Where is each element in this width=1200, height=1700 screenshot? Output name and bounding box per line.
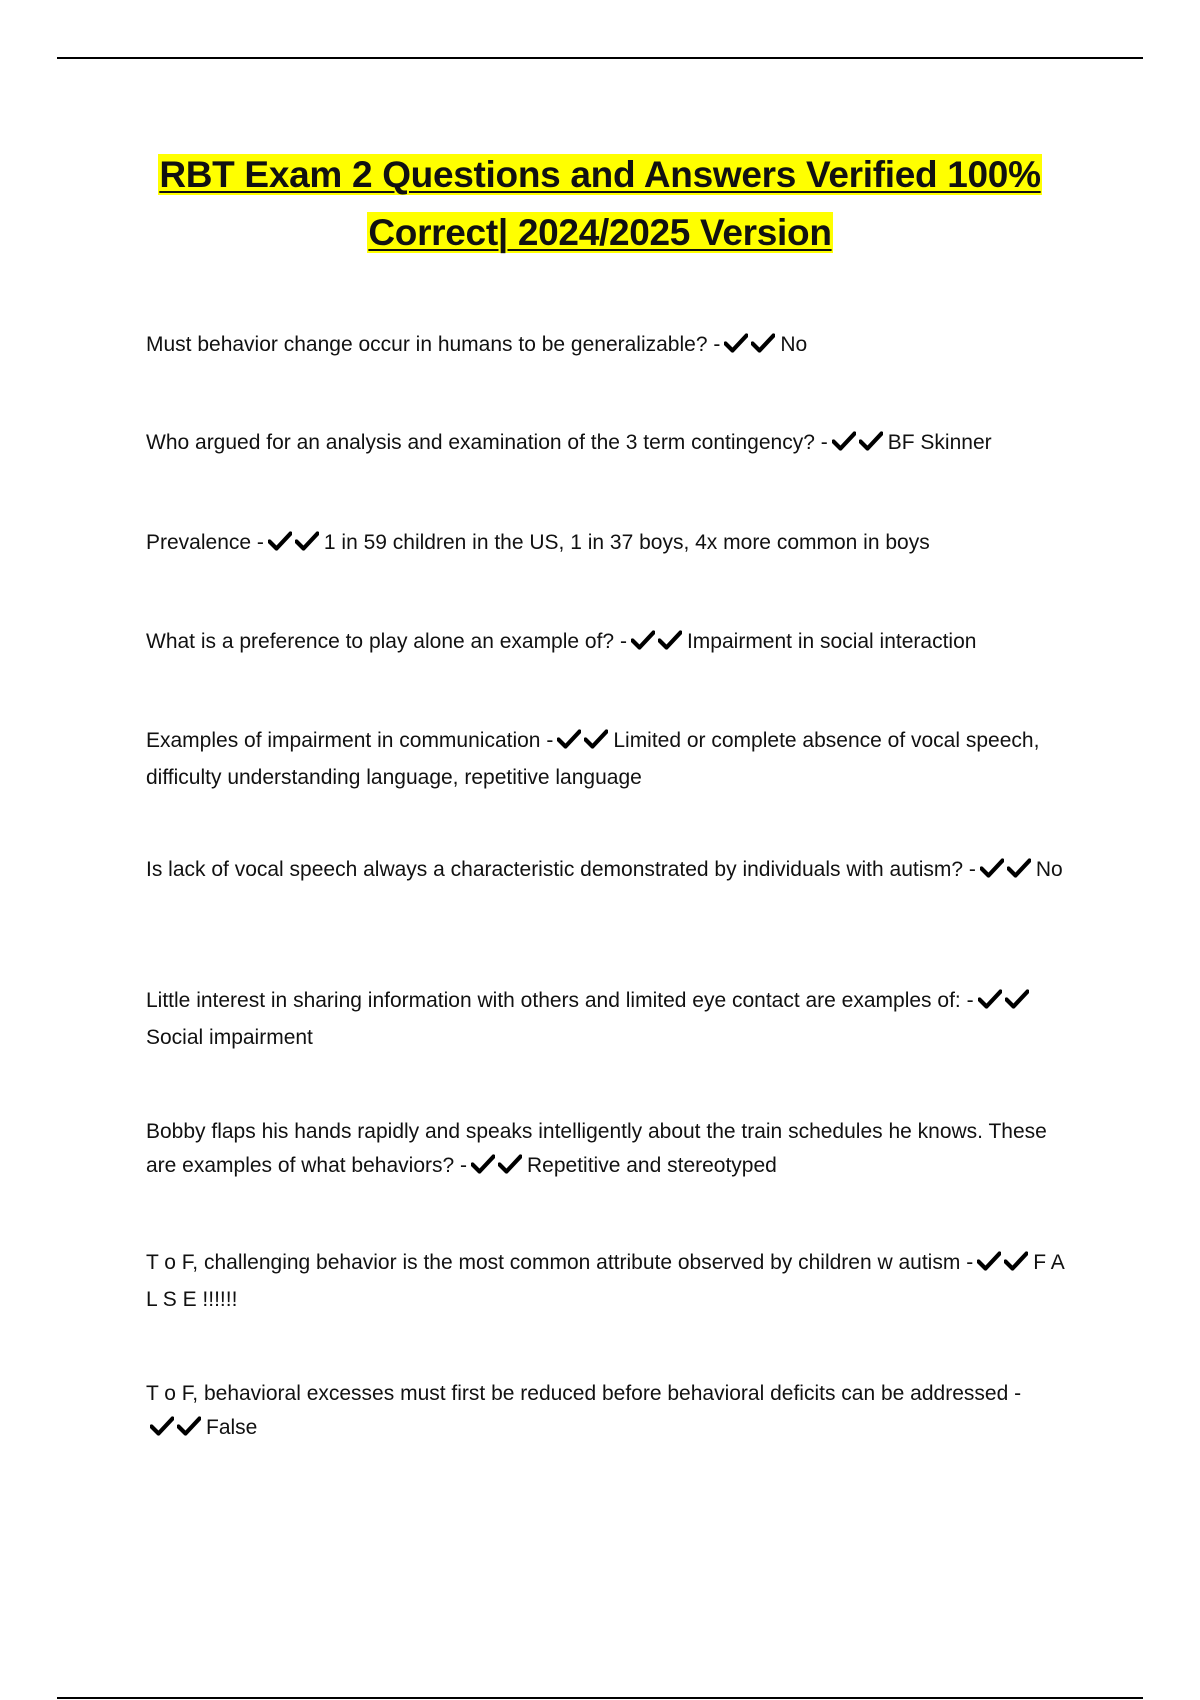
double-check-icon (977, 1249, 1031, 1283)
question-text: What is a preference to play alone an example of? (146, 630, 615, 653)
separator: - (1014, 1382, 1022, 1405)
check-icon (584, 728, 611, 750)
check-icon (295, 530, 322, 552)
answer-text: Repetitive and stereotyped (527, 1154, 777, 1177)
qa-item (146, 724, 1076, 795)
question-text: Little interest in sharing information with others and limited eye contact are examples of: (146, 989, 961, 1012)
answer-text: Impairment in social interaction (686, 630, 977, 653)
check-icon (751, 332, 778, 354)
double-check-icon (724, 331, 778, 365)
separator: - (968, 858, 976, 881)
answer-text: F A L S E !!!!!! (146, 1251, 1064, 1311)
double-check-icon (557, 727, 611, 761)
separator: - (820, 431, 828, 454)
title-line-2: Correct| 2024/2025 Version (368, 212, 832, 253)
separator: - (546, 729, 554, 752)
qa-item (146, 1377, 1076, 1448)
document-title (0, 146, 1200, 262)
double-check-icon (980, 856, 1034, 890)
check-icon (498, 1153, 525, 1175)
answer-text: 1 in 59 children in the US, 1 in 37 boys, 4x more common in boys (323, 531, 930, 554)
check-icon (724, 332, 751, 354)
question-text: T o F, behavioral excesses must first be reduced before behavioral deficits can be addressed (146, 1382, 1009, 1405)
check-icon (859, 430, 886, 452)
question-text: Who argued for an analysis and examination of the 3 term contingency? (146, 431, 815, 454)
separator: - (966, 989, 974, 1012)
check-icon (150, 1415, 177, 1437)
check-icon (1004, 1250, 1031, 1272)
check-icon (1007, 857, 1034, 879)
question-text: Examples of impairment in communication (146, 729, 541, 752)
check-icon (471, 1153, 498, 1175)
question-text: Is lack of vocal speech always a characteristic demonstrated by individuals with autism? (146, 858, 964, 881)
qa-item (146, 984, 1076, 1055)
question-text: Bobby flaps his hands rapidly and speaks intelligently about the train schedules he knows. These are examples of what behaviors? (146, 1120, 1047, 1177)
separator: - (966, 1251, 974, 1274)
qa-item (146, 625, 1076, 662)
answer-text: Limited or complete absence of vocal speech, difficulty understanding language, repetitive language (146, 729, 1040, 789)
separator: - (619, 630, 627, 653)
check-icon (658, 629, 685, 651)
check-icon (557, 728, 584, 750)
answer-text: Social impairment (146, 1026, 313, 1049)
check-icon (177, 1415, 204, 1437)
double-check-icon (150, 1414, 204, 1448)
double-check-icon (832, 429, 886, 463)
check-icon (268, 530, 295, 552)
qa-item (146, 426, 1076, 463)
question-text: T o F, challenging behavior is the most common attribute observed by children w autism (146, 1251, 961, 1274)
separator: - (460, 1154, 468, 1177)
double-check-icon (978, 987, 1032, 1021)
double-check-icon (631, 628, 685, 662)
double-check-icon (471, 1152, 525, 1186)
answer-text: BF Skinner (887, 431, 992, 454)
check-icon (980, 857, 1007, 879)
check-icon (832, 430, 859, 452)
check-icon (631, 629, 658, 651)
check-icon (978, 988, 1005, 1010)
separator: - (256, 531, 264, 554)
answer-text: False (206, 1416, 258, 1439)
qa-item (146, 853, 1076, 890)
answer-text: No (780, 333, 808, 356)
separator: - (713, 333, 721, 356)
question-text: Must behavior change occur in humans to be generalizable? (146, 333, 708, 356)
bottom-rule (57, 1697, 1143, 1699)
qa-item (146, 526, 1076, 563)
title-line-1: RBT Exam 2 Questions and Answers Verified 100% (159, 154, 1041, 195)
qa-item (146, 1246, 1076, 1317)
top-rule (57, 57, 1143, 59)
answer-text: No (1035, 858, 1063, 881)
double-check-icon (268, 529, 322, 563)
qa-item (146, 328, 1076, 365)
qa-item (146, 1115, 1076, 1186)
question-text: Prevalence (146, 531, 252, 554)
check-icon (977, 1250, 1004, 1272)
check-icon (1005, 988, 1032, 1010)
